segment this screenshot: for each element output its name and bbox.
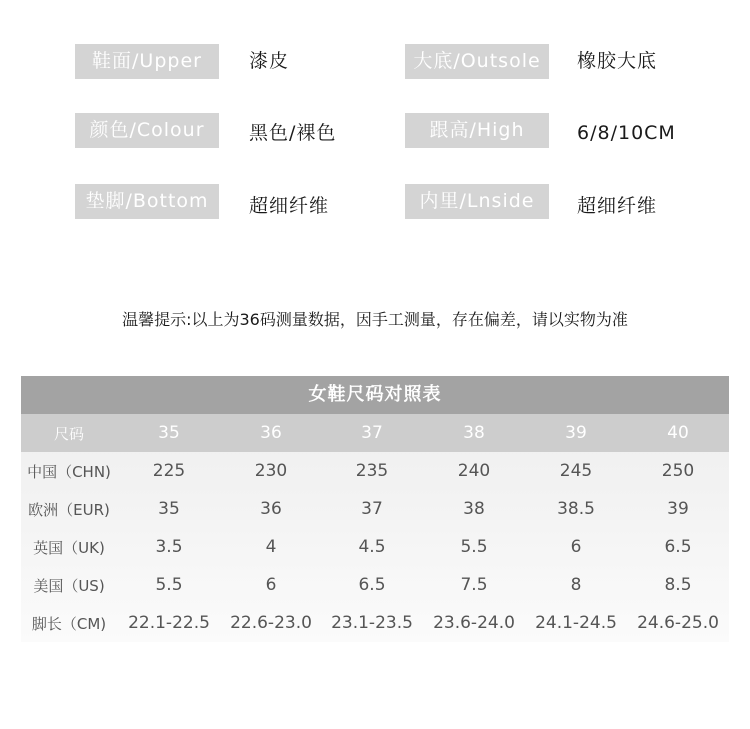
table-cell: 38.5 — [557, 499, 595, 519]
spec-value-high: 6/8/10CM — [577, 122, 676, 144]
header-cell: 36 — [260, 423, 282, 443]
row-label: 中国（CHN) — [27, 462, 111, 481]
table-cell: 35 — [158, 499, 180, 519]
table-cell: 7.5 — [460, 575, 488, 595]
table-row-us — [21, 566, 729, 604]
table-cell: 6.5 — [664, 537, 692, 557]
table-cell: 235 — [355, 461, 389, 481]
size-chart-table — [21, 376, 729, 642]
table-cell: 23.6-24.0 — [433, 613, 515, 633]
spec-value-upper: 漆皮 — [249, 50, 290, 72]
table-row-chn — [21, 452, 729, 490]
table-cell: 3.5 — [155, 537, 183, 557]
table-cell: 22.6-23.0 — [230, 613, 312, 633]
spec-value-bottom: 超细纤维 — [249, 195, 330, 217]
table-cell: 225 — [152, 461, 186, 481]
table-cell: 6.5 — [358, 575, 386, 595]
table-cell: 230 — [254, 461, 288, 481]
spec-label-high: 跟高/High — [405, 113, 549, 148]
spec-label-bottom: 垫脚/Bottom — [75, 184, 219, 219]
table-header-row — [21, 414, 729, 452]
table-cell: 4.5 — [358, 537, 386, 557]
table-row-uk — [21, 528, 729, 566]
table-cell: 5.5 — [155, 575, 183, 595]
table-cell: 4 — [265, 537, 277, 557]
header-cell: 38 — [463, 423, 485, 443]
table-cell: 245 — [559, 461, 593, 481]
spec-label-colour: 颜色/Colour — [75, 113, 219, 148]
header-cell: 40 — [667, 423, 689, 443]
table-cell: 8.5 — [664, 575, 692, 595]
spec-value-lnside: 超细纤维 — [577, 195, 658, 217]
row-label: 美国（US) — [33, 576, 105, 595]
spec-value-colour: 黑色/裸色 — [249, 122, 337, 144]
table-title: 女鞋尺码对照表 — [21, 376, 729, 414]
header-cell: 35 — [158, 423, 180, 443]
spec-label-outsole: 大底/Outsole — [405, 44, 549, 79]
table-cell: 39 — [667, 499, 689, 519]
measurement-tip: 温馨提示:以上为36码测量数据，因手工测量，存在偏差，请以实物为准 — [122, 310, 628, 329]
row-label: 欧洲（EUR) — [28, 500, 110, 519]
spec-label-lnside: 内里/Lnside — [405, 184, 549, 219]
table-cell: 36 — [260, 499, 282, 519]
table-row-eur — [21, 490, 729, 528]
header-cell: 39 — [565, 423, 587, 443]
table-cell: 240 — [457, 461, 491, 481]
table-cell: 23.1-23.5 — [331, 613, 413, 633]
table-cell: 37 — [361, 499, 383, 519]
table-cell: 22.1-22.5 — [128, 613, 210, 633]
row-label: 英国（UK) — [33, 538, 105, 557]
header-cell: 37 — [361, 423, 383, 443]
table-cell: 6 — [265, 575, 277, 595]
table-cell: 250 — [661, 461, 695, 481]
table-cell: 38 — [463, 499, 485, 519]
table-row-cm — [21, 604, 729, 642]
spec-value-outsole: 橡胶大底 — [577, 50, 658, 72]
table-cell: 24.6-25.0 — [637, 613, 719, 633]
table-cell: 5.5 — [460, 537, 488, 557]
row-label: 脚长（CM) — [31, 614, 107, 633]
header-cell: 尺码 — [53, 424, 84, 443]
table-cell: 24.1-24.5 — [535, 613, 617, 633]
table-cell: 8 — [570, 575, 582, 595]
table-cell: 6 — [570, 537, 582, 557]
spec-label-upper: 鞋面/Upper — [75, 44, 219, 79]
